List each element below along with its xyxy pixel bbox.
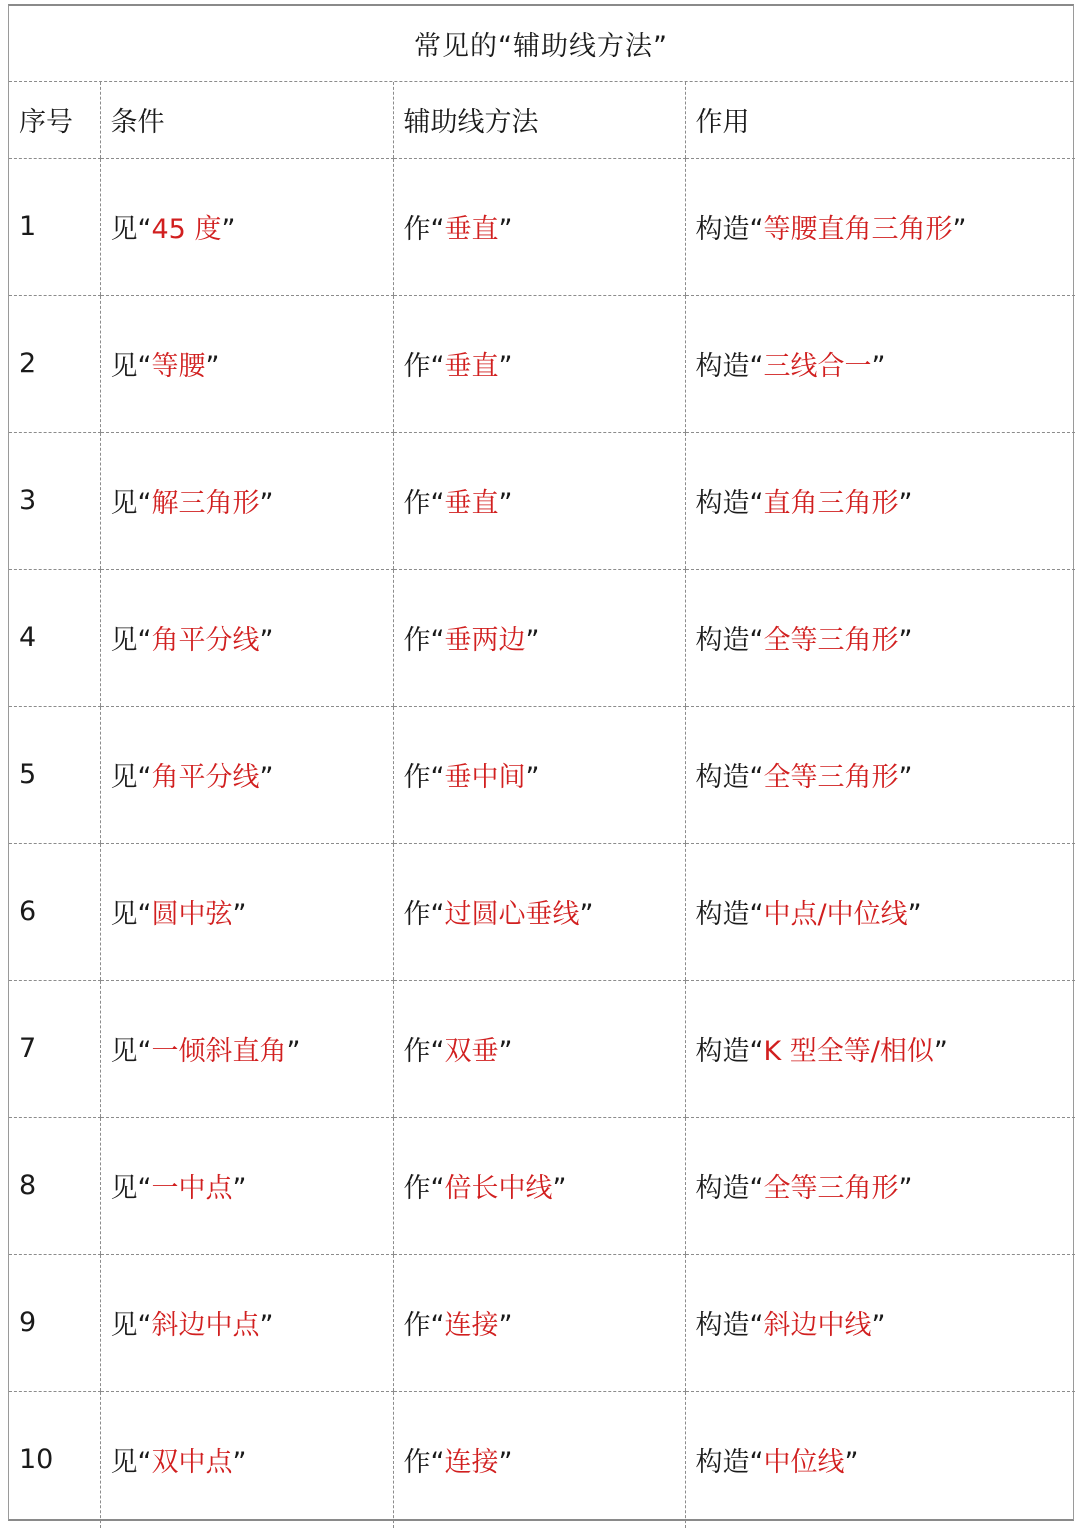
close-quote: ” bbox=[259, 1310, 274, 1341]
method-keyword: 垂直 bbox=[444, 214, 499, 245]
header-effect: 作用 bbox=[685, 82, 1075, 158]
effect-keyword: 全等三角形 bbox=[763, 1173, 899, 1204]
table-body bbox=[9, 158, 1075, 1528]
condition-cell bbox=[100, 1117, 393, 1254]
open-quote: “ bbox=[430, 351, 445, 382]
row-number: 4 bbox=[9, 569, 100, 706]
open-quote: “ bbox=[430, 1173, 445, 1204]
close-quote: ” bbox=[907, 899, 922, 930]
method-keyword: 垂中间 bbox=[444, 762, 526, 793]
auxiliary-line-table bbox=[9, 82, 1075, 1528]
close-quote: ” bbox=[898, 1173, 913, 1204]
effect-cell bbox=[685, 843, 1075, 980]
header-condition: 条件 bbox=[100, 82, 393, 158]
effect-keyword: 等腰直角三角形 bbox=[763, 214, 953, 245]
method-prefix: 作 bbox=[403, 1447, 431, 1479]
table-row bbox=[9, 432, 1075, 569]
method-cell bbox=[393, 1117, 685, 1254]
method-keyword: 垂直 bbox=[444, 351, 499, 382]
table-row bbox=[9, 1254, 1075, 1391]
open-quote: “ bbox=[137, 1173, 152, 1204]
method-cell bbox=[393, 1254, 685, 1391]
open-quote: “ bbox=[137, 1036, 152, 1067]
close-quote: ” bbox=[232, 1173, 247, 1204]
effect-prefix: 构造 bbox=[695, 488, 750, 519]
open-quote: “ bbox=[749, 1310, 764, 1341]
open-quote: “ bbox=[430, 1036, 445, 1067]
effect-cell bbox=[685, 1391, 1075, 1528]
close-quote: ” bbox=[232, 899, 247, 930]
condition-keyword: 双中点 bbox=[151, 1447, 233, 1479]
condition-cell bbox=[100, 1254, 393, 1391]
row-number: 3 bbox=[9, 432, 100, 569]
row-number: 10 bbox=[19, 1444, 54, 1476]
condition-prefix: 见 bbox=[110, 1447, 138, 1479]
auxiliary-line-table-sheet bbox=[8, 4, 1074, 1521]
open-quote: “ bbox=[137, 1447, 152, 1479]
effect-keyword: 斜边中线 bbox=[763, 1310, 872, 1341]
open-quote: “ bbox=[430, 1310, 445, 1341]
open-quote: “ bbox=[137, 899, 152, 930]
condition-keyword: 斜边中点 bbox=[151, 1310, 260, 1341]
close-quote: ” bbox=[871, 351, 886, 382]
row-number: 8 bbox=[9, 1117, 100, 1254]
effect-prefix: 构造 bbox=[695, 762, 750, 793]
close-quote: ” bbox=[498, 1036, 513, 1067]
method-prefix: 作 bbox=[403, 214, 431, 245]
table-row bbox=[9, 569, 1075, 706]
condition-prefix: 见 bbox=[110, 488, 138, 519]
effect-prefix: 构造 bbox=[695, 1447, 750, 1479]
effect-prefix: 构造 bbox=[695, 899, 750, 930]
open-quote: “ bbox=[137, 625, 152, 656]
effect-cell bbox=[685, 569, 1075, 706]
close-quote: ” bbox=[259, 762, 274, 793]
open-quote: “ bbox=[749, 1036, 764, 1067]
close-quote: ” bbox=[525, 625, 540, 656]
table-row bbox=[9, 1391, 1075, 1528]
effect-keyword: 全等三角形 bbox=[763, 762, 899, 793]
method-keyword: 连接 bbox=[444, 1310, 499, 1341]
method-keyword: 双垂 bbox=[444, 1036, 499, 1067]
close-quote: ” bbox=[498, 351, 513, 382]
open-quote: “ bbox=[137, 488, 152, 519]
row-number: 5 bbox=[9, 706, 100, 843]
close-quote: ” bbox=[286, 1036, 301, 1067]
condition-keyword: 一倾斜直角 bbox=[151, 1036, 287, 1067]
close-quote: ” bbox=[898, 762, 913, 793]
table-row bbox=[9, 295, 1075, 432]
condition-cell bbox=[100, 980, 393, 1117]
close-quote: ” bbox=[933, 1036, 948, 1067]
method-cell bbox=[393, 295, 685, 432]
condition-keyword: 解三角形 bbox=[151, 488, 260, 519]
close-quote: ” bbox=[898, 488, 913, 519]
condition-cell bbox=[100, 158, 393, 295]
close-quote: ” bbox=[259, 625, 274, 656]
effect-prefix: 构造 bbox=[695, 214, 750, 245]
condition-keyword: 角平分线 bbox=[151, 762, 260, 793]
close-quote: ” bbox=[498, 1310, 513, 1341]
open-quote: “ bbox=[749, 1447, 764, 1479]
open-quote: “ bbox=[430, 1447, 445, 1479]
effect-prefix: 构造 bbox=[695, 1310, 750, 1341]
effect-keyword: 中点/中位线 bbox=[763, 899, 908, 930]
close-quote: ” bbox=[871, 1310, 886, 1341]
method-cell bbox=[393, 432, 685, 569]
effect-prefix: 构造 bbox=[695, 1173, 750, 1204]
effect-keyword: 三线合一 bbox=[763, 351, 872, 382]
method-prefix: 作 bbox=[403, 899, 431, 930]
close-quote: ” bbox=[552, 1173, 567, 1204]
row-number: 6 bbox=[9, 843, 100, 980]
condition-cell bbox=[100, 843, 393, 980]
open-quote: “ bbox=[749, 214, 764, 245]
condition-prefix: 见 bbox=[110, 899, 138, 930]
method-cell bbox=[393, 843, 685, 980]
method-keyword: 过圆心垂线 bbox=[444, 899, 580, 930]
open-quote: “ bbox=[749, 351, 764, 382]
effect-cell bbox=[685, 1254, 1075, 1391]
row-number: 7 bbox=[9, 980, 100, 1117]
method-keyword: 垂直 bbox=[444, 488, 499, 519]
effect-prefix: 构造 bbox=[695, 1036, 750, 1067]
method-cell bbox=[393, 158, 685, 295]
method-cell bbox=[393, 706, 685, 843]
condition-prefix: 见 bbox=[110, 625, 138, 656]
method-keyword: 连接 bbox=[444, 1447, 499, 1479]
method-cell bbox=[393, 980, 685, 1117]
close-quote: ” bbox=[898, 625, 913, 656]
method-prefix: 作 bbox=[403, 625, 431, 656]
table-row bbox=[9, 1117, 1075, 1254]
open-quote: “ bbox=[749, 625, 764, 656]
close-quote: ” bbox=[498, 488, 513, 519]
table-title: 常见的“辅助线方法” bbox=[9, 6, 1073, 82]
effect-keyword: 中位线 bbox=[763, 1447, 845, 1479]
effect-cell bbox=[685, 706, 1075, 843]
condition-cell bbox=[100, 295, 393, 432]
method-prefix: 作 bbox=[403, 488, 431, 519]
condition-keyword: 圆中弦 bbox=[151, 899, 233, 930]
condition-prefix: 见 bbox=[110, 1310, 138, 1341]
effect-prefix: 构造 bbox=[695, 625, 750, 656]
effect-cell bbox=[685, 432, 1075, 569]
header-number: 序号 bbox=[9, 82, 100, 158]
table-row bbox=[9, 843, 1075, 980]
table-row bbox=[9, 158, 1075, 295]
close-quote: ” bbox=[498, 1447, 513, 1479]
row-number: 1 bbox=[9, 158, 100, 295]
close-quote: ” bbox=[844, 1447, 859, 1479]
method-cell bbox=[393, 569, 685, 706]
row-number: 2 bbox=[9, 295, 100, 432]
condition-prefix: 见 bbox=[110, 762, 138, 793]
condition-cell bbox=[100, 569, 393, 706]
open-quote: “ bbox=[749, 488, 764, 519]
method-prefix: 作 bbox=[403, 1310, 431, 1341]
condition-cell bbox=[100, 1391, 393, 1528]
open-quote: “ bbox=[137, 762, 152, 793]
open-quote: “ bbox=[430, 762, 445, 793]
method-keyword: 垂两边 bbox=[444, 625, 526, 656]
condition-prefix: 见 bbox=[110, 351, 138, 382]
effect-cell bbox=[685, 1117, 1075, 1254]
method-keyword: 倍长中线 bbox=[444, 1173, 553, 1204]
row-number: 9 bbox=[9, 1254, 100, 1391]
header-row bbox=[9, 82, 1075, 158]
close-quote: ” bbox=[221, 214, 236, 245]
table-row bbox=[9, 980, 1075, 1117]
method-prefix: 作 bbox=[403, 351, 431, 382]
condition-prefix: 见 bbox=[110, 214, 138, 245]
condition-prefix: 见 bbox=[110, 1036, 138, 1067]
effect-cell bbox=[685, 158, 1075, 295]
header-method: 辅助线方法 bbox=[393, 82, 685, 158]
method-prefix: 作 bbox=[403, 1036, 431, 1067]
condition-keyword: 一中点 bbox=[151, 1173, 233, 1204]
condition-keyword: 等腰 bbox=[151, 351, 206, 382]
open-quote: “ bbox=[137, 214, 152, 245]
close-quote: ” bbox=[579, 899, 594, 930]
close-quote: ” bbox=[498, 214, 513, 245]
close-quote: ” bbox=[232, 1447, 247, 1479]
effect-keyword: K 型全等/相似 bbox=[763, 1036, 934, 1067]
condition-keyword: 角平分线 bbox=[151, 625, 260, 656]
close-quote: ” bbox=[952, 214, 967, 245]
open-quote: “ bbox=[430, 488, 445, 519]
method-cell bbox=[393, 1391, 685, 1528]
open-quote: “ bbox=[430, 214, 445, 245]
open-quote: “ bbox=[749, 899, 764, 930]
close-quote: ” bbox=[525, 762, 540, 793]
effect-prefix: 构造 bbox=[695, 351, 750, 382]
effect-keyword: 全等三角形 bbox=[763, 625, 899, 656]
open-quote: “ bbox=[430, 899, 445, 930]
open-quote: “ bbox=[137, 351, 152, 382]
close-quote: ” bbox=[205, 351, 220, 382]
open-quote: “ bbox=[430, 625, 445, 656]
open-quote: “ bbox=[749, 762, 764, 793]
condition-keyword: 45 度 bbox=[151, 214, 222, 245]
method-prefix: 作 bbox=[403, 1173, 431, 1204]
table-row bbox=[9, 706, 1075, 843]
condition-cell bbox=[100, 432, 393, 569]
effect-keyword: 直角三角形 bbox=[763, 488, 899, 519]
condition-prefix: 见 bbox=[110, 1173, 138, 1204]
open-quote: “ bbox=[137, 1310, 152, 1341]
open-quote: “ bbox=[749, 1173, 764, 1204]
effect-cell bbox=[685, 980, 1075, 1117]
close-quote: ” bbox=[259, 488, 274, 519]
effect-cell bbox=[685, 295, 1075, 432]
method-prefix: 作 bbox=[403, 762, 431, 793]
condition-cell bbox=[100, 706, 393, 843]
